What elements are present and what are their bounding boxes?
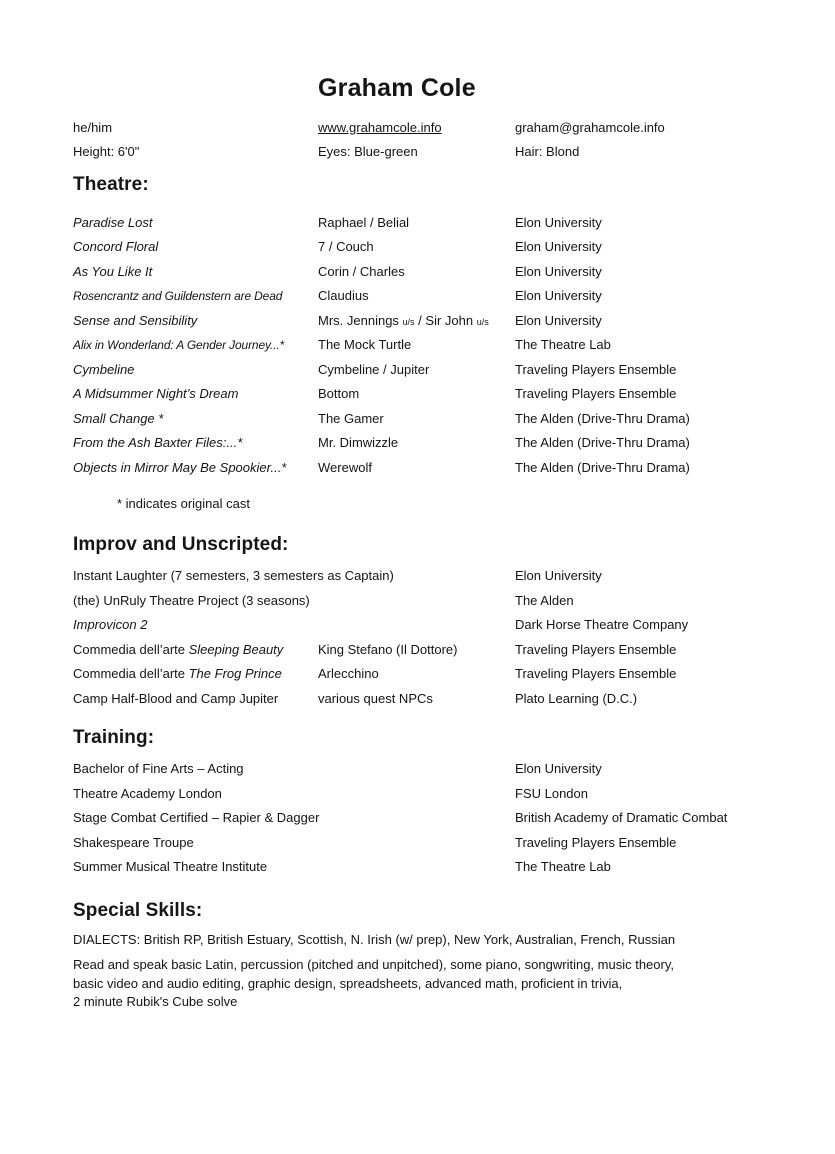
title-cell: [73, 666, 318, 681]
section-heading-special-skills: Special Skills:: [73, 900, 203, 921]
table-row: [73, 637, 762, 662]
text-segment: As You Like It: [73, 263, 153, 279]
text-segment: King Stefano (Il Dottore): [318, 641, 458, 657]
text-segment: Stage Combat Certified – Rapier & Dagger: [73, 810, 320, 826]
table-row: [73, 613, 762, 638]
section-heading-theatre: Theatre:: [73, 174, 149, 195]
title-cell: [73, 386, 318, 401]
company-cell: Elon University: [515, 568, 602, 584]
role-cell: [318, 215, 515, 230]
role-cell: [318, 460, 515, 475]
text-segment: Shakespeare Troupe: [73, 834, 194, 850]
table-row: [73, 662, 762, 687]
table-row: [73, 781, 762, 806]
section-heading-training: Training:: [73, 726, 155, 748]
title-cell: [73, 239, 318, 254]
table-row: [73, 235, 762, 260]
table-row: [73, 308, 762, 333]
skills-text-line: 2 minute Rubik's Cube solve: [73, 994, 238, 1009]
title-cell: [73, 568, 515, 583]
text-segment: Concord Floral: [73, 239, 159, 255]
role-cell: [318, 264, 515, 279]
table-row: [73, 210, 762, 235]
company-cell: The Alden (Drive-Thru Drama): [515, 435, 690, 451]
text-segment: Rosencrantz and Guildenstern are Dead: [73, 289, 283, 304]
title-cell: [73, 835, 515, 850]
table-row: [73, 855, 762, 880]
company-cell: British Academy of Dramatic Combat: [515, 810, 728, 826]
role-cell: [318, 691, 515, 706]
text-segment: Improvicon 2: [73, 617, 148, 633]
title-cell: [73, 859, 515, 874]
text-segment: Arlecchino: [318, 666, 379, 682]
text-segment: Paradise Lost: [73, 214, 153, 230]
dialects-line: DIALECTS: British RP, British Estuary, Scottish, N. Irish (w/ prep), New York, Australian, French, Russian: [73, 932, 676, 947]
role-cell: [318, 288, 515, 303]
table-row: [73, 259, 762, 284]
table-row: [73, 830, 762, 855]
text-segment: The Mock Turtle: [318, 337, 412, 353]
text-segment: Theatre Academy London: [73, 785, 222, 801]
role-cell: [318, 642, 515, 657]
table-row: [73, 564, 762, 589]
company-cell: The Alden (Drive-Thru Drama): [515, 459, 690, 475]
text-segment: various quest NPCs: [318, 690, 433, 706]
text-segment: Mrs. Jennings: [318, 312, 403, 328]
section-heading-improv: Improv and Unscripted:: [73, 533, 289, 555]
company-cell: Traveling Players Ensemble: [515, 666, 677, 682]
table-row: [73, 588, 762, 613]
company-cell: Traveling Players Ensemble: [515, 641, 677, 657]
text-segment: (the) UnRuly Theatre Project (3 seasons): [73, 592, 310, 608]
company-cell: Elon University: [515, 214, 602, 230]
company-cell: The Alden (Drive-Thru Drama): [515, 410, 690, 426]
role-cell: [318, 337, 515, 352]
table-row: [73, 382, 762, 407]
page-title: Graham Cole: [318, 74, 476, 102]
title-cell: [73, 313, 318, 328]
company-cell: Elon University: [515, 263, 602, 279]
company-cell: Traveling Players Ensemble: [515, 834, 677, 850]
contact-row: [73, 115, 762, 140]
contact-row: [73, 140, 762, 165]
table-row: [73, 686, 762, 711]
website-cell: [318, 120, 515, 135]
text-segment: u/s: [476, 316, 489, 327]
table-row: [73, 357, 762, 382]
company-cell: Traveling Players Ensemble: [515, 386, 677, 402]
title-cell: [73, 288, 318, 303]
table-row: [73, 406, 762, 431]
text-segment: Alix in Wonderland: A Gender Journey...*: [73, 338, 284, 353]
table-row: [73, 431, 762, 456]
title-cell: [73, 642, 318, 657]
training-table: [73, 757, 762, 880]
table-row: [73, 455, 762, 480]
eyes-text: Eyes: Blue-green: [318, 144, 418, 160]
text-segment: / Sir John: [414, 312, 477, 328]
text-segment: Werewolf: [318, 459, 372, 475]
company-cell: Elon University: [515, 312, 602, 328]
company-cell: FSU London: [515, 785, 588, 801]
table-row: [73, 806, 762, 831]
text-segment: Small Change *: [73, 410, 164, 426]
text-segment: Instant Laughter (7 semesters, 3 semesters as Captain): [73, 568, 394, 584]
title-cell: [73, 593, 515, 608]
text-segment: u/s: [402, 316, 415, 327]
title-cell: [73, 460, 318, 475]
website-link[interactable]: www.grahamcole.info: [318, 119, 442, 135]
hair-text: Hair: Blond: [515, 144, 580, 160]
company-cell: Elon University: [515, 761, 602, 777]
email-text: graham@grahamcole.info: [515, 119, 665, 135]
text-segment: Raphael / Belial: [318, 214, 410, 230]
text-segment: Summer Musical Theatre Institute: [73, 859, 268, 875]
original-cast-footnote: * indicates original cast: [117, 495, 250, 511]
text-segment: Sense and Sensibility: [73, 312, 198, 328]
title-cell: [73, 761, 515, 776]
title-cell: [73, 362, 318, 377]
text-segment: Commedia dell’arte: [73, 641, 189, 657]
role-cell: [318, 386, 515, 401]
theatre-table: [73, 210, 762, 480]
text-segment: From the Ash Baxter Files:...*: [73, 435, 243, 451]
title-cell: [73, 691, 318, 706]
text-segment: The Frog Prince: [188, 666, 282, 682]
improv-table: [73, 564, 762, 711]
text-segment: Commedia dell’arte: [73, 666, 189, 682]
role-cell: [318, 666, 515, 681]
company-cell: Traveling Players Ensemble: [515, 361, 677, 377]
company-cell: Elon University: [515, 288, 602, 304]
text-segment: Sleeping Beauty: [188, 641, 284, 657]
title-cell: [73, 617, 515, 632]
title-cell: [73, 215, 318, 230]
role-cell: [318, 411, 515, 426]
role-cell: [318, 313, 515, 328]
table-row: [73, 284, 762, 309]
company-cell: The Theatre Lab: [515, 337, 611, 353]
title-cell: [73, 435, 318, 450]
title-cell: [73, 264, 318, 279]
text-segment: Cymbeline: [73, 361, 135, 377]
text-segment: A Midsummer Night’s Dream: [73, 386, 239, 402]
title-cell: [73, 786, 515, 801]
height-text: Height: 6'0": [73, 144, 140, 160]
title-cell: [73, 810, 515, 825]
text-segment: Claudius: [318, 288, 369, 304]
table-row: [73, 333, 762, 358]
text-segment: Bachelor of Fine Arts – Acting: [73, 761, 244, 777]
title-cell: [73, 337, 318, 352]
role-cell: [318, 239, 515, 254]
skills-text-line: Read and speak basic Latin, percussion (pitched and unpitched), some piano, songwriting, music theory,: [73, 957, 674, 972]
text-segment: Cymbeline / Jupiter: [318, 361, 430, 377]
text-segment: The Gamer: [318, 410, 384, 426]
role-cell: [318, 435, 515, 450]
skills-paragraph: [73, 956, 762, 1012]
text-segment: Corin / Charles: [318, 263, 405, 279]
pronouns-text: he/him: [73, 119, 113, 135]
text-segment: Bottom: [318, 386, 360, 402]
text-segment: 7 / Couch: [318, 239, 374, 255]
text-segment: Mr. Dimwizzle: [318, 435, 399, 451]
text-segment: Camp Half-Blood and Camp Jupiter: [73, 690, 279, 706]
text-segment: Objects in Mirror May Be Spookier...*: [73, 459, 287, 475]
company-cell: The Theatre Lab: [515, 859, 611, 875]
contact-info: [73, 115, 762, 164]
skills-text-line: basic video and audio editing, graphic design, spreadsheets, advanced math, proficient in trivia,: [73, 975, 623, 991]
resume-page: [0, 73, 835, 1154]
company-cell: Dark Horse Theatre Company: [515, 617, 689, 633]
company-cell: Elon University: [515, 239, 602, 255]
role-cell: [318, 362, 515, 377]
table-row: [73, 757, 762, 782]
title-cell: [73, 411, 318, 426]
company-cell: The Alden: [515, 592, 574, 608]
company-cell: Plato Learning (D.C.): [515, 690, 638, 706]
